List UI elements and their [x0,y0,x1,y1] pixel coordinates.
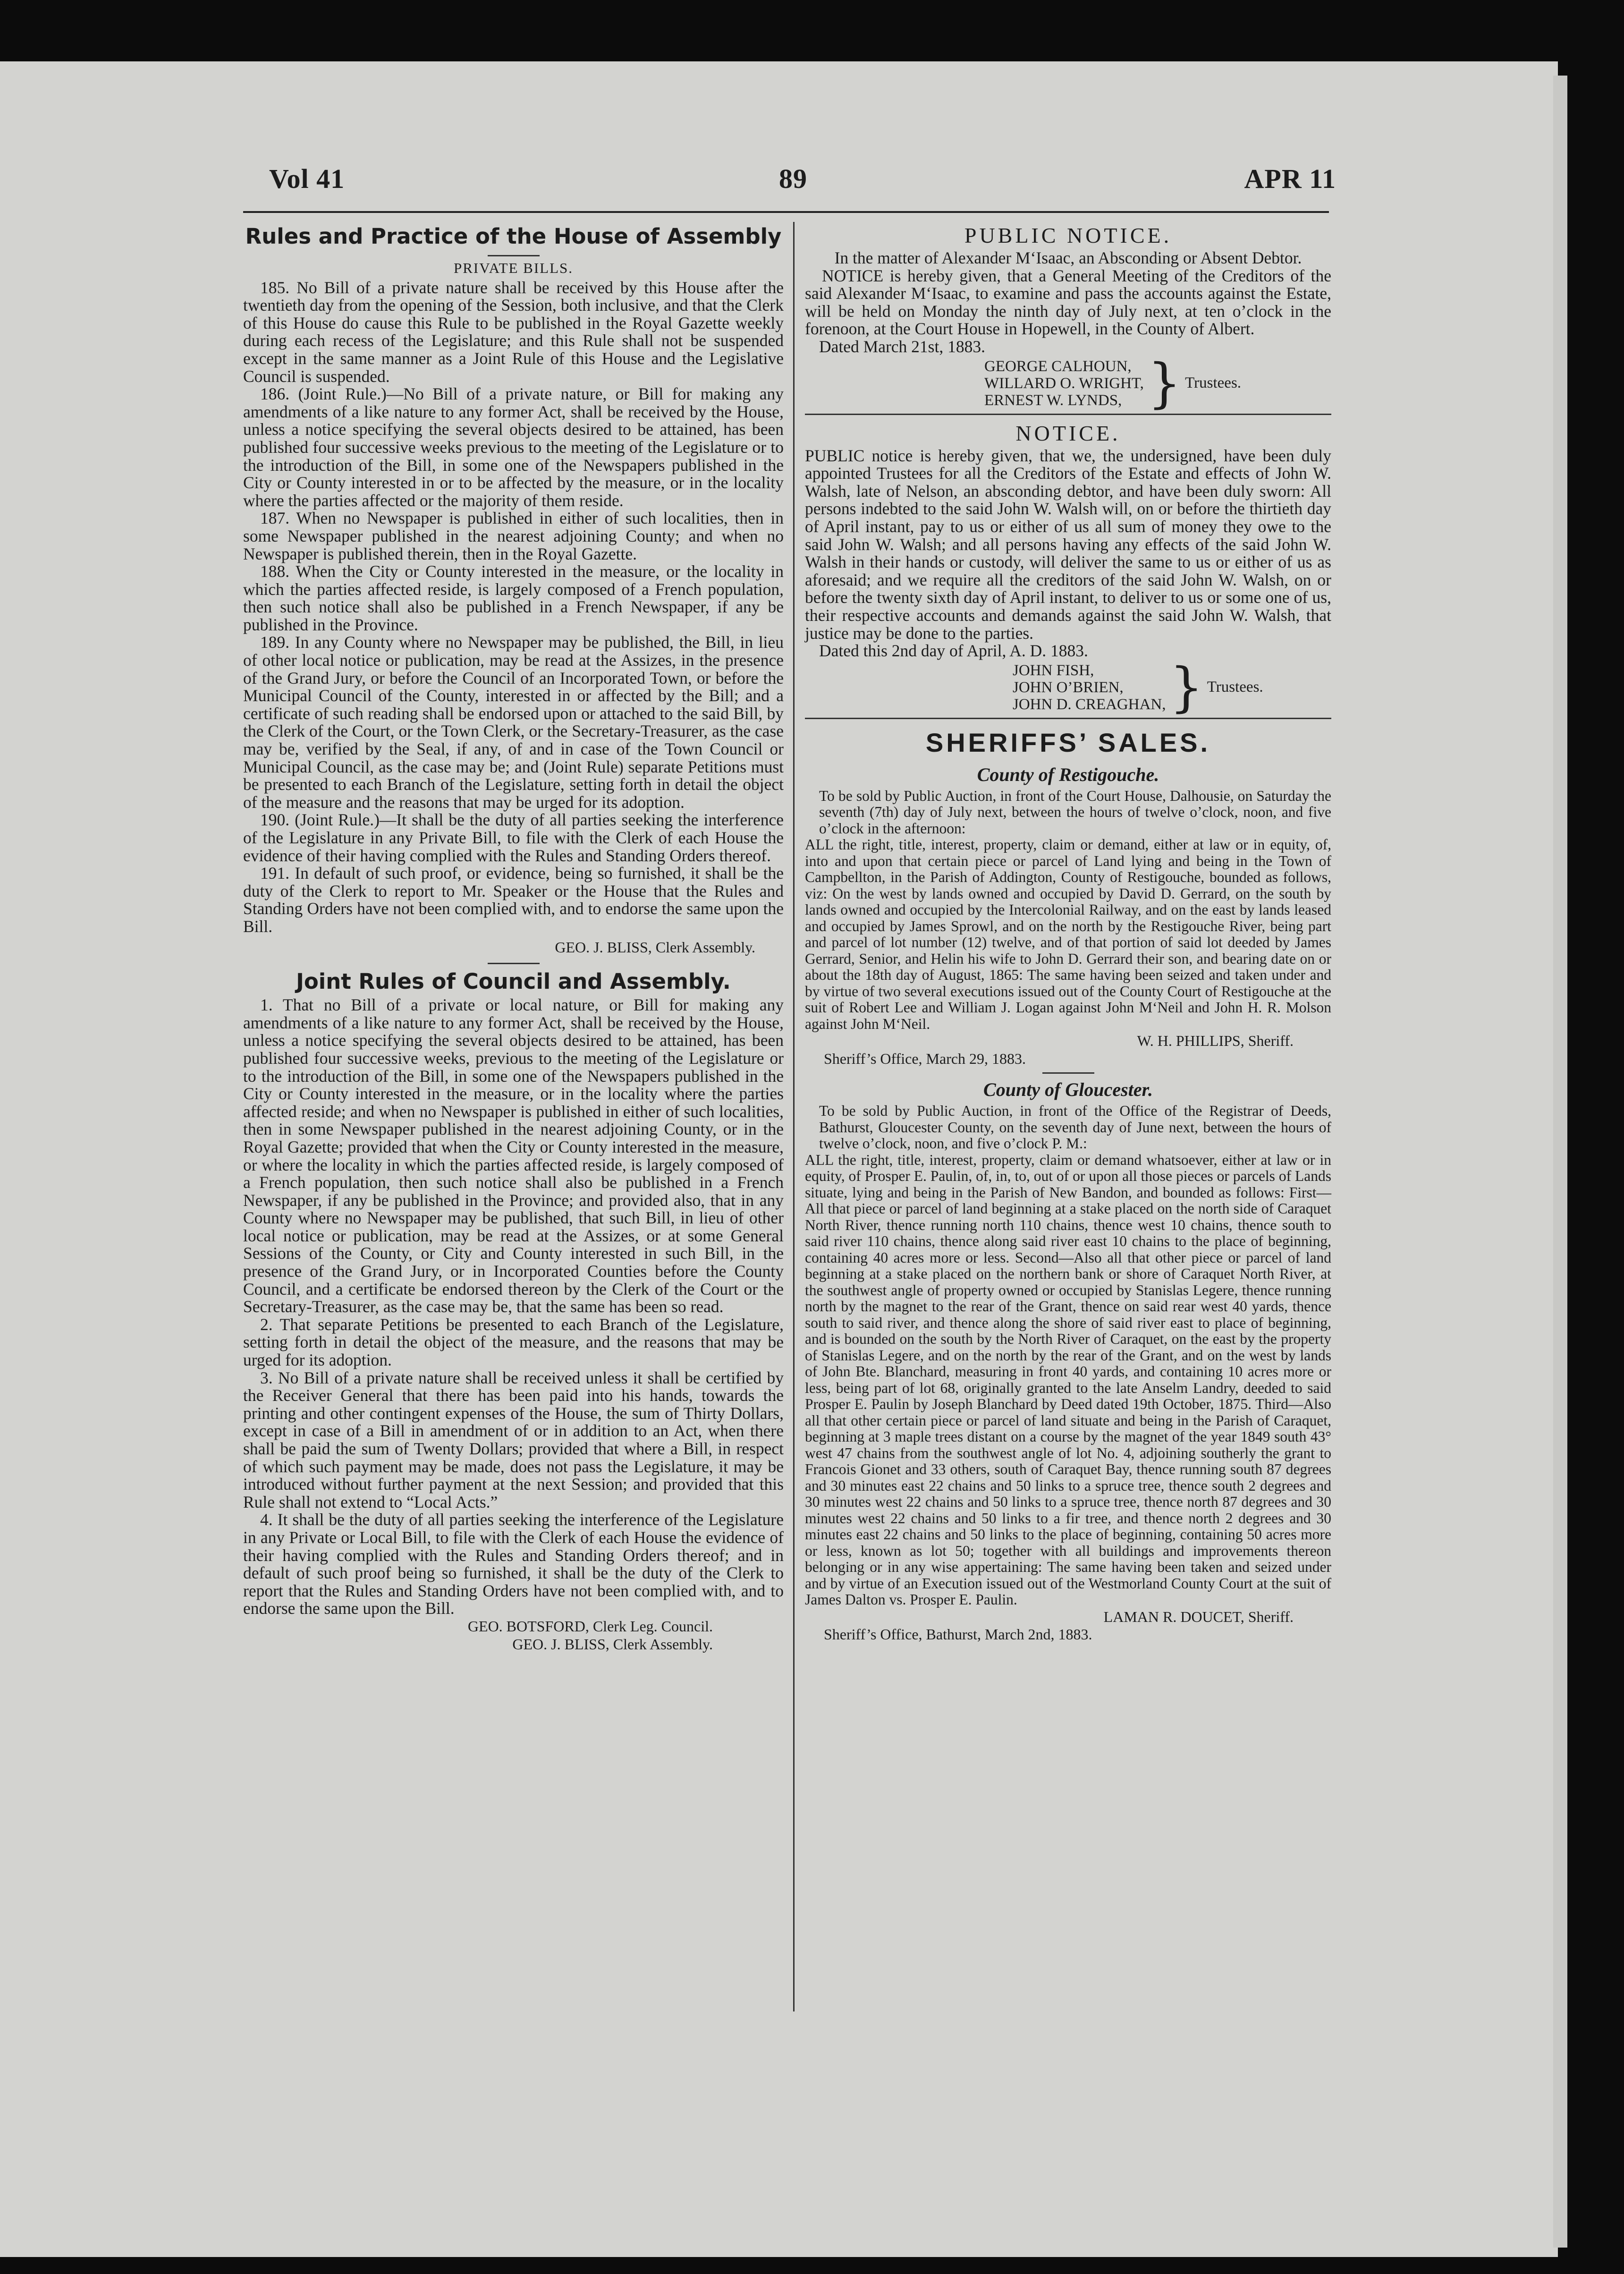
notice-dated: Dated this 2nd day of April, A. D. 1883. [819,641,1088,661]
trustee-name: WILLARD O. WRIGHT, [984,374,1144,392]
trustee-name: JOHN O’BRIEN, [1013,679,1124,696]
joint-rule-1: 1. That no Bill of a private or local nature, or Bill for making any amendments of a like nature to any former Act, shall be received by the House, unless a notice specifying the several objects desired to be attained, has been published four successive weeks, previous to the meeting of the Legislature or to the introduction of the Bill, in some one of the Newspapers published in the City or County interested in the measure, or in the locality where the parties affected reside; and when no Newspaper is published in either of such localities, then in some Newspaper published in the nearest adjoining County, or in the Royal Gazette; provided that when the City or County interested in the measure, or where the locality in which the parties affected reside, is largely composed of a French population, then such notice shall also be published in a French Newspaper, if any be published in the Province; and provided also, that in any County where no Newspaper may be published, that such Bill, in lieu of other local notice or publication, may be read at the Assizes, or at some General Sessions of the County, or City and County interested in such Bill, in the presence of the Grand Jury, or in Incorporated Counties before the County Council, and a certificate be endorsed thereon by the Clerk of the Court or the Secretary-Treasurer, as the case may be, that the same has been so read. [243,995,784,1316]
public-notice-title: PUBLIC NOTICE. [964,223,1172,247]
issue-date: APR 11 [1244,163,1336,194]
gloucester-intro: To be sold by Public Auction, in front of the Office of the Registrar of Deeds, Bathurst, Gloucester County, on the seventh day of June next, between the hours of twelve o’clock, noon, and five o’clock P. M.: [819,1103,1331,1152]
brace-glyph: } [1147,352,1182,414]
joint-rule-4: 4. It shall be the duty of all parties seeking the interference of the Legislature in any Private or Local Bill, to file with the Clerk of each House the evidence of their having complied with the Rules and Standing Orders thereof; and in default of such proof being so furnished, it shall be the duty of the Clerk to report that the Rules and Standing Orders have not been complied with, and to endorse the same upon the Bill. [243,1510,784,1618]
left-column [243,222,784,1653]
gloucester-body: ALL the right, title, interest, property, claim or demand whatsoever, either at law or in equity, of Prosper E. Paulin, of, in, to, out of or upon all those pieces or parcels of Lands situate, lying and being in the Parish of New Bandon, and bounded as follows: First—All that piece or parcel of land beginning at a stake placed on the north side of Caraquet North River, thence running north 110 chains, thence west 10 chains, thence south to said river 110 chains, thence along said river east 10 chains to the place of beginning, containing 40 acres more or less. Second—Also all that other piece or parcel of land beginning at a stake placed on the northern bank or shore of Caraquet North River, at the southwest angle of property owned or occupied by Stanislas Legere, thence running north by the magnet to the rear of the Grant, thence on said rear west 40 yards, thence south to said river, and thence along the shore of said river east to place of beginning, and is bounded on the south by the North River of Caraquet, on the east by the property of Stanislas Legere, and on the north by the rear of the Grant, and on the west by lands of John Bte. Blanchard, measuring in front 40 yards, and containing 10 acres more or less, being part of lot 68, originally granted to the late Anselm Landry, deeded to said Prosper E. Paulin by Joseph Blanchard by Deed dated 19th October, 1875. Third—Also all that other certain piece or parcel of land situate and being in the Parish of Caraquet, beginning at 3 maple trees distant on a course by the magnet of the year 1849 south 43° west 47 chains from the southwest angle of lot No. 4, adjoining southerly the grant to Francois Gionet and 33 others, south of Caraquet Bay, thence running south 87 degrees and 30 minutes east 22 chains and 50 links to a spruce tree, thence south 2 degrees and 30 minutes west 22 chains and 50 links to a spruce tree, thence north 87 degrees and 30 minutes west 22 chains and 50 links to a fir tree, and thence north 2 degrees and 30 minutes east 22 chains and 50 links to the place of beginning, containing 50 acres more or less, known as lot 50; together with all buildings and improvements thereon belonging or in any wise appertaining: The same having been taken and seized under and by virtue of an Execution issued out of the Westmorland County Court at the suit of James Dalton vs. Prosper E. Paulin. [805,1151,1331,1608]
divider [488,963,540,964]
public-notice-trustees [805,352,1331,414]
rule-191: 191. In default of such proof, or evidence, being so furnished, it shall be the duty of the Clerk to report to Mr. Speaker or the House that the Rules and Standing Orders have not been complied with, and to endorse the same upon the Bill. [243,864,784,936]
gloucester-office: Sheriff’s Office, Bathurst, March 2nd, 1883. [824,1626,1092,1643]
public-notice-body: NOTICE is hereby given, that a General Meeting of the Creditors of the said Alexander M‘Isaac, to examine and pass the accounts against the Estate, will be held on Monday the ninth day of July next, at ten o’clock in the forenoon, at the Court House in Hopewell, in the County of Albert. [805,266,1331,339]
rule-189: 189. In any County where no Newspaper may be published, the Bill, in lieu of other local notice or publication, may be read at the Assizes, in the presence of the Grand Jury, or before the Council of an Incorporated Town, or before the Municipal Council of the County, interested in or affected by the Bill; and a certificate of such reading shall be endorsed upon or attached to the said Bill, by the Clerk of the Court, or the Town Clerk, or the Secretary-Treasurer, as the case may be, verified by the Seal, if any, of and in case of the Town Council or Municipal Council, as the case may be; and (Joint Rule) separate Petitions must be presented to each Branch of the Legislature, setting forth in detail the object of the measure and the reasons that may be urged for its adoption. [243,633,784,812]
trustee-name: JOHN FISH, [1013,662,1094,679]
rule-190: 190. (Joint Rule.)—It shall be the duty of all parties seeking the interference of the Legislature in any Private Bill, to file with the Clerk of each House the evidence of their having complied with the Rules and Standing Orders thereof. [243,810,784,865]
trustee-name: GEORGE CALHOUN, [984,357,1132,375]
volume-label: Vol 41 [269,163,345,194]
right-column [805,222,1331,1644]
joint-rules-title: Joint Rules of Council and Assembly. [296,969,731,994]
rules-signature: GEO. J. BLISS, Clerk Assembly. [555,938,755,956]
notice-title: NOTICE. [1015,421,1121,445]
joint-signature-council: GEO. BOTSFORD, Clerk Leg. Council. [467,1617,713,1635]
restigouche-body: ALL the right, title, interest, property, claim or demand, either at law or in equity, of, into and upon that certain piece or parcel of Land lying and being in the Town of Campbellton, in the Parish of Addington, County of Restigouche, bounded as follows, viz: On the west by lands owned and occupied by David D. Gerrard, on the south by lands owned and occupied by the Intercolonial Railway, and on the east by lands leased and occupied by James Sprowl, and on the north by the Restigouche River, being part and parcel of lot number (12) twelve, and of that portion of said lot deeded by James Gerrard, Senior, and Helin his wife to John D. Gerrard their son, and bearing date on or about the 18th day of August, 1865: The same having been seized and taken under and by virtue of two several executions issued out of the County Court of Restigouche at the suit of Robert Lee and William J. Logan against John M‘Neil and John H. R. Molson against John M‘Neil. [805,836,1331,1032]
rule-188: 188. When the City or County interested in the measure, or the locality in which the parties affected reside, is largely composed of a French population, then such notice shall also be published in a French Newspaper, if any be published in the Province. [243,562,784,634]
rule-187: 187. When no Newspaper is published in either of such localities, then in some Newspaper published in the nearest adjoining County; and when no Newspaper is published therein, then in the Royal Gazette. [243,509,784,563]
joint-rule-3: 3. No Bill of a private nature shall be received unless it shall be certified by the Receiver General that there has been paid into his hands, towards the printing and other contingent expenses of the House, the sum of Thirty Dollars, except in case of a Bill in amendment of or in addition to an Act, when there shall be paid the sum of Twenty Dollars; provided that where a Bill, in respect of which such payment may be made, does not pass the Legislature, it may be introduced without further payment at the next Session; and provided that this Rule shall not extend to “Local Acts.” [243,1368,784,1511]
rule-185: 185. No Bill of a private nature shall be received by this House after the twentieth day from the opening of the Session, both inclusive, and that the Clerk of this House do cause this Rule to be published in the Royal Gazette weekly during each recess of the Legislature; and this Rule shall not be suspended except in the same manner as a Joint Rule of this House and the Legislative Council is suspended. [243,278,784,386]
page-number: 89 [779,163,807,194]
restigouche-office: Sheriff’s Office, March 29, 1883. [824,1050,1026,1067]
divider [1042,1072,1094,1074]
trustees-role: Trustees. [1185,374,1242,391]
divider [805,414,1331,415]
page-header [269,163,1336,205]
trustee-name: ERNEST W. LYNDS, [984,391,1122,409]
gloucester-title: County of Gloucester. [983,1079,1153,1101]
notice-trustees [805,656,1331,718]
restigouche-title: County of Restigouche. [977,764,1159,785]
private-bills-heading: PRIVATE BILLS. [453,260,574,276]
sheriffs-sales-title: SHERIFFS’ SALES. [925,727,1211,757]
notice-body: PUBLIC notice is hereby given, that we, the undersigned, have been duly appointed Trustees for all the Creditors of the Estate and effects of John W. Walsh, late of Nelson, an absconding debtor, and have been duly sworn: All persons indebted to the said John W. Walsh will, on or before the thirtieth day of April instant, pay to us or either of us all sum of money they owe to the said John W. Walsh; and all persons having any effects of the said John W. Walsh in their hands or custody, will deliver the same to us or either of us as aforesaid; and we require all the creditors of the said John W. Walsh, on or before the twenty sixth day of April instant, to deliver to us or some one of us, their respective accounts and demands against the said John W. Walsh, that justice may be done to the parties. [805,446,1331,643]
joint-rule-2: 2. That separate Petitions be presented to each Branch of the Legislature, setting forth in detail the object of the measure, and the reasons that may be urged for its adoption. [243,1315,784,1370]
gloucester-sheriff: LAMAN R. DOUCET, Sheriff. [1103,1608,1294,1625]
brace-glyph: } [1169,656,1203,718]
restigouche-sheriff: W. H. PHILLIPS, Sheriff. [1137,1032,1294,1050]
restigouche-intro: To be sold by Public Auction, in front of the Court House, Dalhousie, on Saturday the seventh (7th) day of July next, between the hours of twelve o’clock, noon, and five o’clock in the afternoon: [819,787,1331,837]
divider [488,255,540,256]
public-notice-dated: Dated March 21st, 1883. [819,337,985,356]
divider [805,718,1331,719]
trustees-role: Trustees. [1207,678,1263,696]
rule-186: 186. (Joint Rule.)—No Bill of a private nature, or Bill for making any amendments of a like nature to any former Act, shall be received by the House, unless a notice specifying the several objects desired to be attained, has been published four successive weeks previous to the meeting of the Legislature or to the introduction of the Bill, in some one of the Newspapers published in the City or County interested in or to be affected by the measure, or in the locality where the parties affected or the majority of them reside. [243,384,784,510]
rules-title: Rules and Practice of the House of Assembly [245,224,782,249]
column-divider [793,222,795,2011]
trustee-name: JOHN D. CREAGHAN, [1013,696,1166,713]
public-notice-matter: In the matter of Alexander M‘Isaac, an Absconding or Absent Debtor. [834,248,1302,267]
joint-signature-assembly: GEO. J. BLISS, Clerk Assembly. [512,1635,713,1653]
header-rule [243,211,1329,213]
right-page-edge [1553,76,1567,2248]
